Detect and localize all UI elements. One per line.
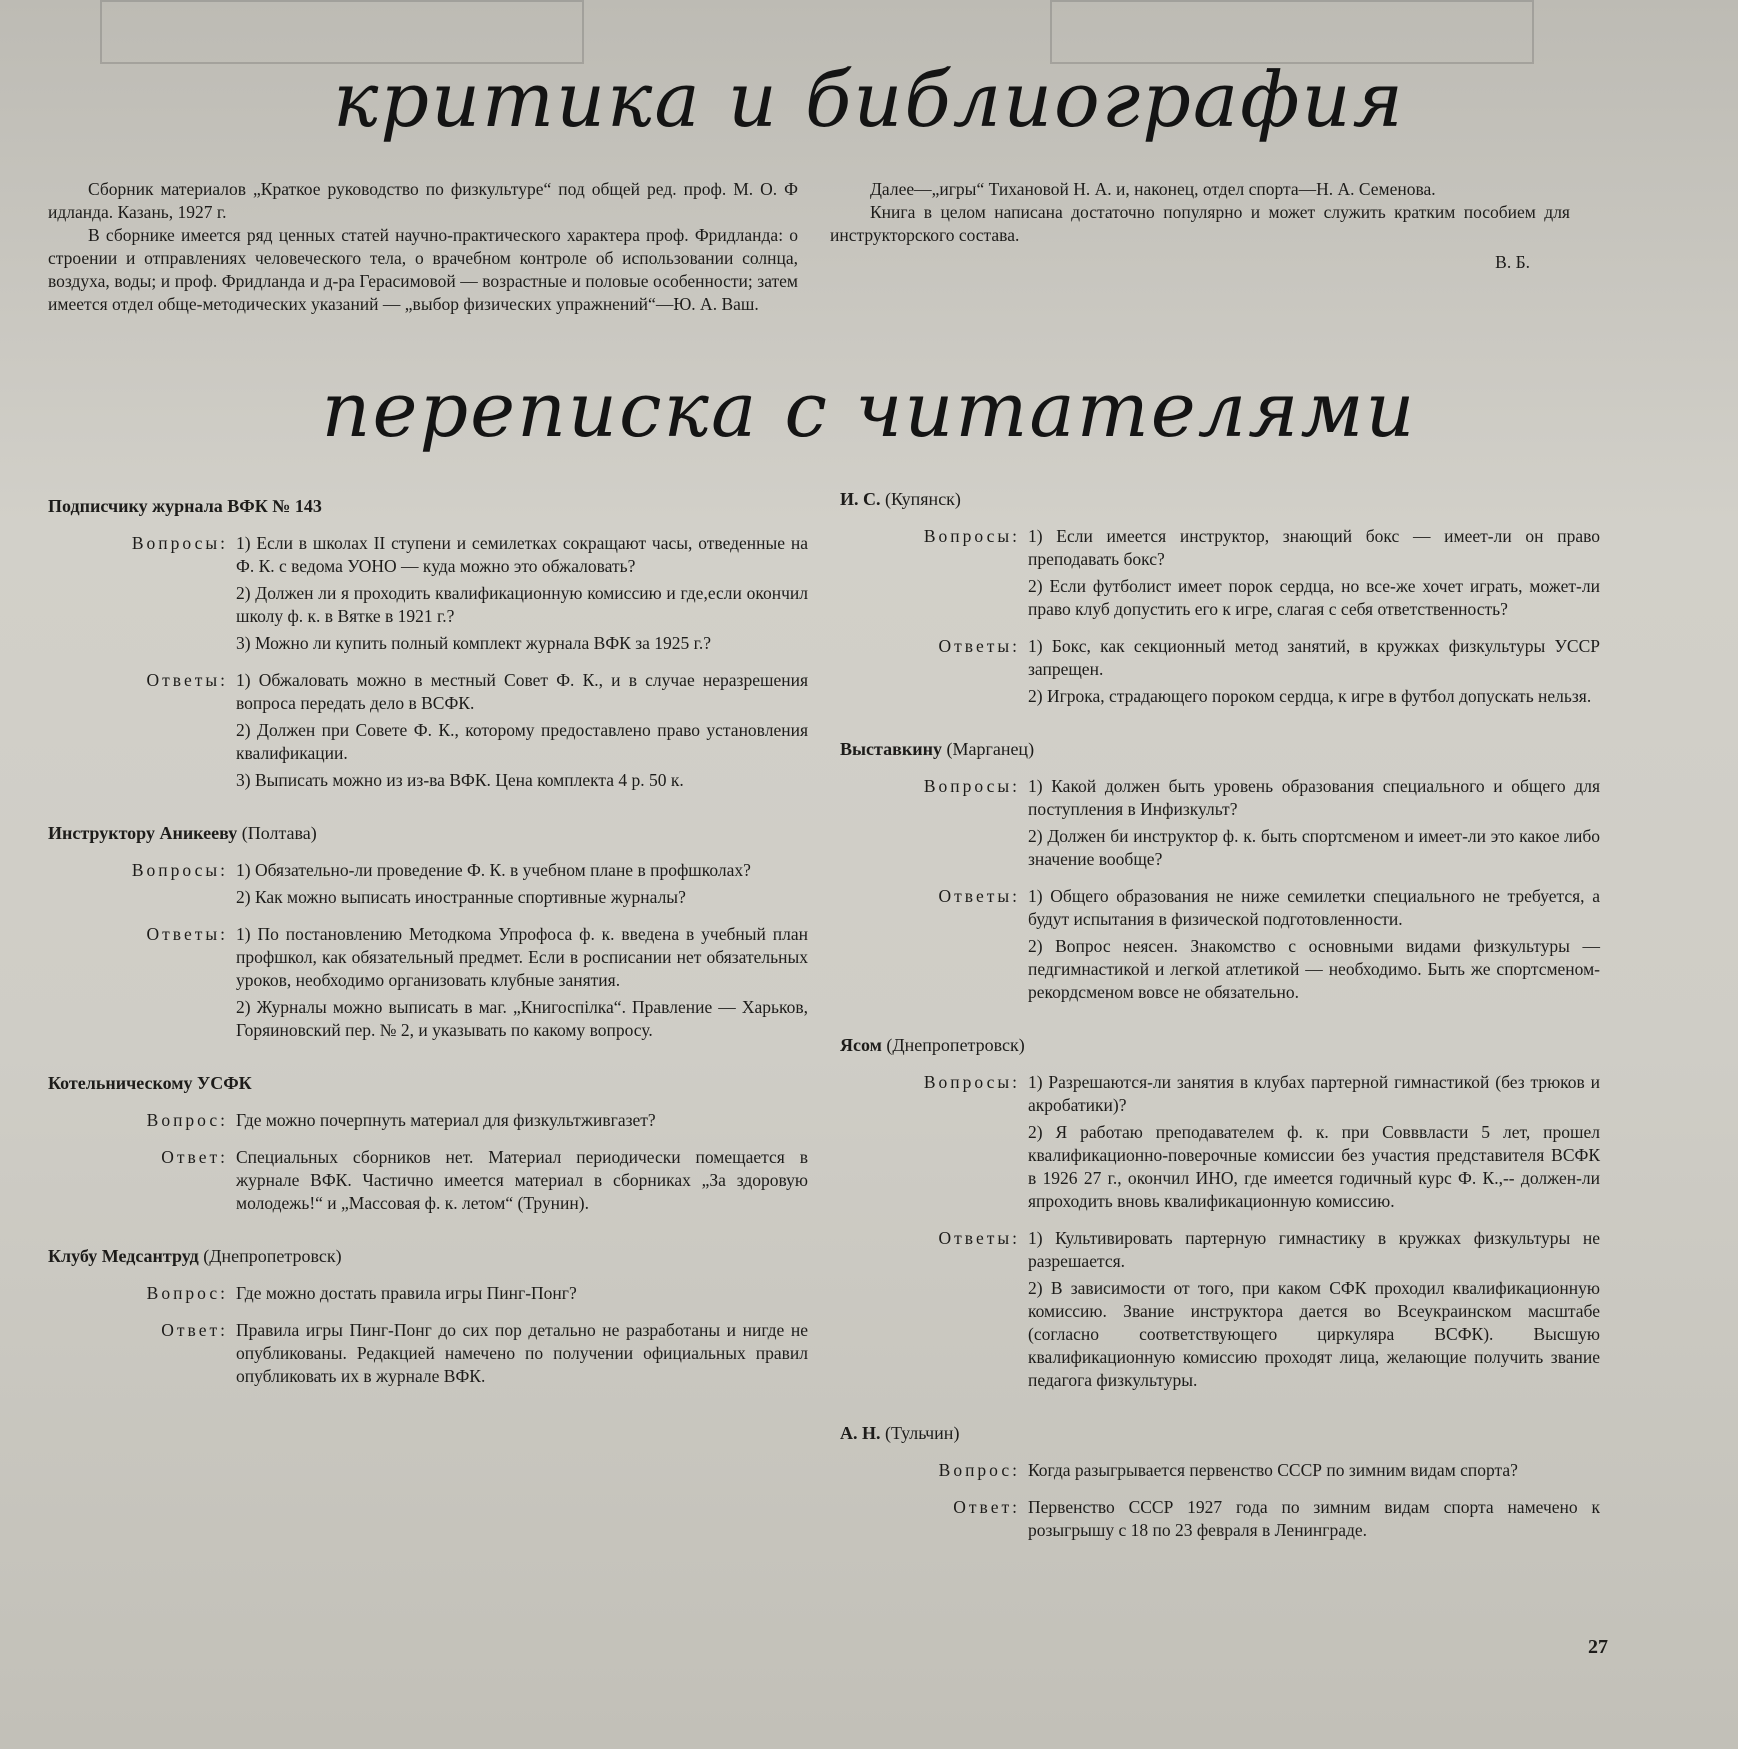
qa-block	[48, 859, 808, 913]
qa-item: 2) Игрока, страдающего пороком сердца, к игре в футбол допускать нельзя.	[1028, 686, 1592, 706]
qa-label: Ответ:	[161, 1147, 228, 1167]
qa-item: 1) Культивировать партерную гимнастику в кружках физкультуры не разрешается.	[1028, 1228, 1600, 1271]
qa-item: 2) В зависимости от того, при каком СФК проходил квалификационную комиссию. Звание инструктора дается во Всеукраинском масштабе (согласно соответствующего циркуляра ВСФК). Высшую квалификационную комиссию проходят лица, желающие получить звание педагога физкультуры.	[1028, 1278, 1600, 1390]
qa-body	[236, 1109, 808, 1136]
qa-item: Правила игры Пинг-Понг до сих пор детально не разработаны и нигде не опубликованы. Редакцией намечено по получении официальных правил опубликовать их в журнале ВФК.	[236, 1320, 808, 1386]
qa-block	[48, 923, 808, 1046]
qa-item: 1) Разрешаются-ли занятия в клубах партерной гимнастикой (без трюков и акробатики)?	[1028, 1072, 1600, 1115]
qa-block	[48, 1146, 808, 1219]
letter-entry	[840, 488, 1600, 712]
qa-body	[236, 1319, 808, 1392]
qa-item: 1) Если в школах II ступени и семилетках сокращают часы, отведенные на Ф. К. с ведома УОНО — куда можно это обжаловать?	[236, 533, 808, 576]
qa-body	[236, 532, 808, 659]
addressee-name: И. С.	[840, 489, 881, 509]
letter-entry	[840, 738, 1600, 1008]
addressee-heading	[840, 1422, 1600, 1445]
addressee-name: Ясом	[840, 1035, 882, 1055]
qa-item: 1) Общего образования не ниже семилетки специального не требуется, а будут испытания в физической подготовленности.	[1028, 886, 1600, 929]
qa-block	[48, 1319, 808, 1392]
qa-label: Вопрос:	[146, 1283, 228, 1303]
qa-label: Ответы:	[938, 1228, 1020, 1248]
qa-item: 2) Должен би инструктор ф. к. быть спортсменом и имеет-ли это какое либо значение вообще?	[1028, 826, 1600, 869]
qa-body	[1028, 1459, 1600, 1486]
addressee-heading	[48, 495, 808, 518]
qa-block	[48, 1109, 808, 1136]
letter-entry	[48, 822, 808, 1046]
review-paragraph-3: Далее—„игры“ Тихановой Н. А. и, наконец, отдел спорта—Н. А. Семенова.	[870, 179, 1436, 199]
qa-body	[236, 669, 808, 796]
qa-label: Ответы:	[938, 886, 1020, 906]
qa-body	[236, 1146, 808, 1219]
addressee-name: А. Н.	[840, 1423, 881, 1443]
addressee-name: Подписчику журнала ВФК № 143	[48, 496, 322, 516]
qa-block	[840, 885, 1600, 1008]
qa-block	[840, 1227, 1600, 1396]
qa-item: 1) Обжаловать можно в местный Совет Ф. К., и в случае неразрешения вопроса передать дело в ВСФК.	[236, 670, 808, 713]
qa-label: Вопросы:	[923, 526, 1020, 546]
addressee-location: (Тульчин)	[885, 1423, 960, 1443]
qa-item: 2) Как можно выписать иностранные спортивные журналы?	[236, 887, 686, 907]
correspondence-left-column	[48, 495, 808, 1418]
addressee-location: (Марганец)	[946, 739, 1035, 759]
section-heading-criticism: критика и библиография	[333, 55, 1405, 144]
addressee-name: Выставкину	[840, 739, 942, 759]
qa-body	[1028, 1071, 1600, 1217]
qa-item: Первенство СССР 1927 года по зимним видам спорта намечено к розыгрышу с 18 по 23 февраля в Ленинграде.	[1028, 1497, 1600, 1540]
addressee-location: (Полтава)	[241, 823, 317, 843]
letter-entry	[48, 1072, 808, 1219]
qa-item: Где можно достать правила игры Пинг-Понг?	[236, 1283, 577, 1303]
qa-item: 1) Если имеется инструктор, знающий бокс — имеет-ли он право преподавать бокс?	[1028, 526, 1600, 569]
addressee-heading	[48, 1245, 808, 1268]
addressee-name: Клубу Медсантруд	[48, 1246, 199, 1266]
letter-entry	[48, 495, 808, 796]
qa-item: 2) Если футболист имеет порок сердца, но все-же хочет играть, может-ли право клуб допустить его к игре, слагая с себя ответственность?	[1028, 576, 1600, 619]
qa-body	[1028, 775, 1600, 875]
qa-body	[1028, 635, 1600, 712]
qa-label: Вопросы:	[131, 533, 228, 553]
letter-entry	[840, 1034, 1600, 1396]
qa-item: 2) Я работаю преподавателем ф. к. при Совввласти 5 лет, прошел квалификационно-поверочные комиссии без участия представителя ВСФК в 1926 27 г., окончил ИНО, где имеется годичный курс Ф. К.,-- должен-ли япроходить вновь квалификационную комиссию.	[1028, 1122, 1600, 1211]
qa-item: 3) Можно ли купить полный комплект журнала ВФК за 1925 г.?	[236, 633, 712, 653]
qa-label: Вопросы:	[131, 860, 228, 880]
qa-item: Где можно почерпнуть материал для физкультживгазет?	[236, 1110, 656, 1130]
qa-label: Вопросы:	[923, 1072, 1020, 1092]
qa-item: 1) По постановлению Методкома Упрофоса ф. к. введена в учебный план профшкол, как обязательный предмет. Если в росписании нет обязательных уроков, необходимо организовать клубные занятия.	[236, 924, 808, 990]
review-paragraph-4: Книга в целом написана достаточно популярно и может служить кратким пособием для инструкторского состава.	[830, 202, 1570, 245]
letter-entry	[840, 1422, 1600, 1546]
addressee-name: Котельническому УСФК	[48, 1073, 252, 1093]
qa-label: Вопрос:	[146, 1110, 228, 1130]
qa-item: Специальных сборников нет. Материал периодически помещается в журнале ВФК. Частично имеется материал в сборниках „За здоровую молодежь!“ и „Массовая ф. к. летом“ (Трунин).	[236, 1147, 808, 1213]
review-paragraph-1: Сборник материалов „Краткое руководство по физкультуре“ под общей ред. проф. М. О. Ф идланда. Казань, 1927 г.	[48, 179, 798, 222]
qa-item: 1) Какой должен быть уровень образования специального и общего для поступления в Инфизкульт?	[1028, 776, 1600, 819]
qa-label: Ответ:	[953, 1497, 1020, 1517]
addressee-location: (Днепропетровск)	[203, 1246, 342, 1266]
section-heading-correspondence: переписка с читателями	[321, 365, 1417, 454]
qa-block	[840, 1459, 1600, 1486]
qa-block	[840, 1496, 1600, 1546]
qa-label: Ответы:	[146, 924, 228, 944]
qa-block	[48, 1282, 808, 1309]
qa-item: 1) Обязательно-ли проведение Ф. К. в учебном плане в профшколах?	[236, 860, 751, 880]
qa-body	[236, 923, 808, 1046]
page-number: 27	[1588, 1636, 1608, 1658]
review-left-column	[48, 178, 798, 316]
qa-block	[840, 635, 1600, 712]
qa-body	[1028, 1227, 1600, 1396]
addressee-heading	[48, 1072, 808, 1095]
review-right-column	[830, 178, 1570, 274]
qa-body	[236, 859, 808, 913]
review-signature: В. Б.	[1495, 252, 1530, 272]
qa-item: 3) Выписать можно из из-ва ВФК. Цена комплекта 4 р. 50 к.	[236, 770, 684, 790]
qa-item: 2) Вопрос неясен. Знакомство с основными видами физкультуры — педгимнастикой и легкой атлетикой — необходимо. Быть же спортсменом-рекордсменом вовсе не обязательно.	[1028, 936, 1600, 1002]
qa-label: Вопрос:	[938, 1460, 1020, 1480]
addressee-location: (Купянск)	[885, 489, 961, 509]
qa-block	[840, 1071, 1600, 1217]
qa-body	[236, 1282, 808, 1309]
qa-item: 1) Бокс, как секционный метод занятий, в кружках физкультуры УССР запрещен.	[1028, 636, 1600, 679]
qa-item: 2) Должен ли я проходить квалификационную комиссию и где,если окончил школу ф. к. в Вятке в 1921 г.?	[236, 583, 808, 626]
review-paragraph-2: В сборнике имеется ряд ценных статей научно-практического характера проф. Фридланда: о строении и отправлениях человеческого тела, о врачебном контроле об использовании солнца, воздуха, воды; и проф. Фридланда и д-ра Герасимовой — возрастные и половые особенности; затем имеется отдел обще-методических указаний — „выбор физических упражнений“—Ю. А. Ваш.	[48, 225, 798, 314]
qa-item: 2) Журналы можно выписать в маг. „Книгоспілка“. Правление — Харьков, Горяиновский пер. № 2, и указывать по какому вопросу.	[236, 997, 808, 1040]
addressee-location: (Днепропетровск)	[886, 1035, 1025, 1055]
qa-body	[1028, 525, 1600, 625]
addressee-heading	[840, 1034, 1600, 1057]
qa-block	[48, 532, 808, 659]
addressee-heading	[840, 488, 1600, 511]
qa-label: Ответ:	[161, 1320, 228, 1340]
qa-body	[1028, 1496, 1600, 1546]
qa-body	[1028, 885, 1600, 1008]
qa-item: 2) Должен при Совете Ф. К., которому предоставлено право установления квалификации.	[236, 720, 808, 763]
qa-item: Когда разыгрывается первенство СССР по зимним видам спорта?	[1028, 1460, 1518, 1480]
addressee-name: Инструктору Аникееву	[48, 823, 238, 843]
correspondence-right-column	[840, 488, 1600, 1572]
letter-entry	[48, 1245, 808, 1392]
qa-block	[840, 775, 1600, 875]
qa-label: Ответы:	[938, 636, 1020, 656]
qa-block	[48, 669, 808, 796]
addressee-heading	[48, 822, 808, 845]
qa-label: Ответы:	[146, 670, 228, 690]
qa-label: Вопросы:	[923, 776, 1020, 796]
qa-block	[840, 525, 1600, 625]
addressee-heading	[840, 738, 1600, 761]
